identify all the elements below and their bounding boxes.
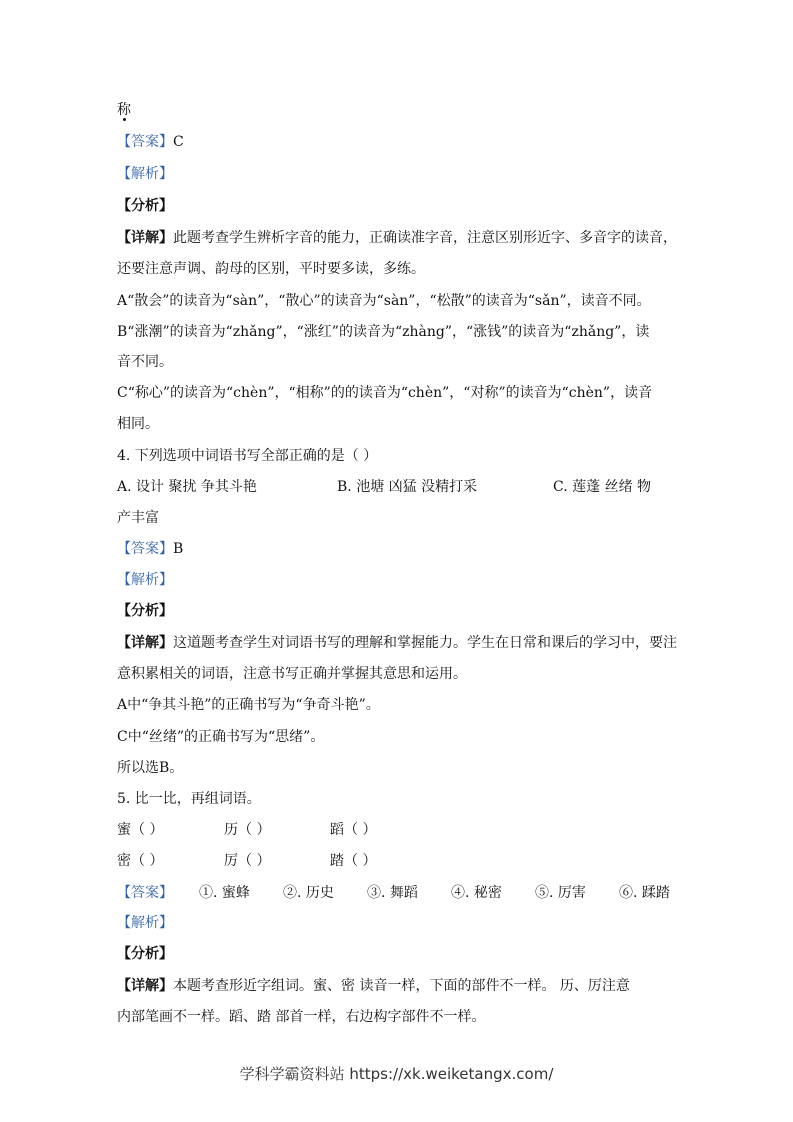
q5-row-2 xyxy=(117,851,437,871)
detail-text: 这道题考查学生对词语书写的理解和掌握能力。学生在日常和课后的学习中，要注 xyxy=(173,635,677,651)
q5-answer-item: ①. 蜜蜂 xyxy=(199,885,250,901)
q4-conclusion: 所以选B。 xyxy=(117,760,184,776)
q5-question: 5. 比一比，再组词语。 xyxy=(117,791,261,807)
q3-detail-line-2: 还要注意声调、韵母的区别，平时要多读，多练。 xyxy=(117,261,425,277)
q5-answer-line xyxy=(117,883,677,903)
answer-value: B xyxy=(173,541,184,557)
q5-detail-line-2: 内部笔画不一样。蹈、踏 部首一样，右边构字部件不一样。 xyxy=(117,1009,486,1025)
q5-answer-item: ⑤. 厉害 xyxy=(535,885,586,901)
q4-option-c: C. 莲蓬 丝绪 物 xyxy=(553,479,652,495)
detail-tag: 【详解】 xyxy=(117,635,173,651)
fenxi-tag: 【分析】 xyxy=(117,198,173,214)
q5-detail-line-1 xyxy=(117,976,630,996)
q5-blank: 蹈（ ） xyxy=(330,822,377,838)
answer-tag: 【答案】 xyxy=(117,541,173,557)
q3-option-b-analysis-1: B“涨潮”的读音为“zhǎng”，“涨红”的读音为“zhàng”，“涨钱”的读音为“zhǎng”，读 xyxy=(117,324,650,340)
q5-answer-item: ②. 历史 xyxy=(283,885,334,901)
detail-tag: 【详解】 xyxy=(117,230,173,246)
q3-option-c-analysis-1: C“称心”的读音为“chèn”，“相称”的的读音为“chèn”，“对称”的读音为“chèn”，读音 xyxy=(117,385,653,401)
q5-answer-item: ⑥. 蹂踏 xyxy=(619,885,670,901)
detail-tag: 【详解】 xyxy=(117,978,173,994)
jiexi-tag: 【解析】 xyxy=(117,572,173,588)
q5-blank: 厉（ ） xyxy=(224,853,271,869)
q3-option-c-analysis-2: 相同。 xyxy=(117,416,159,432)
q5-row-1 xyxy=(117,820,437,840)
q4-correction-c: C中“丝绪”的正确书写为“思绪”。 xyxy=(117,729,325,745)
fenxi-tag: 【分析】 xyxy=(117,603,173,619)
q4-option-c-cont: 产丰富 xyxy=(117,510,159,526)
q3-answer-line xyxy=(117,132,184,152)
answer-tag: 【答案】 xyxy=(117,134,173,150)
q4-correction-a: A中“争其斗艳”的正确书写为“争奇斗艳”。 xyxy=(117,697,380,713)
detail-text: 此题考查学生辨析字音的能力，正确读准字音，注意区别形近字、多音字的读音， xyxy=(173,230,677,246)
q3-option-a-analysis: A“散会”的读音为“sàn”，“散心”的读音为“sàn”，“松散”的读音为“sǎn”，读音不同。 xyxy=(117,293,651,309)
q4-detail-line-1 xyxy=(117,633,677,653)
q4-answer-line xyxy=(117,539,183,559)
q5-blank: 历（ ） xyxy=(224,822,271,838)
carryover-char: 称 xyxy=(117,102,131,118)
q4-option-a: A. 设计 聚扰 争其斗艳 xyxy=(117,479,257,495)
answer-value: C xyxy=(173,134,184,150)
q5-answer-item: ④. 秘密 xyxy=(451,885,502,901)
q5-blank: 踏（ ） xyxy=(330,853,377,869)
q5-answer-item: ③. 舞蹈 xyxy=(367,885,418,901)
q4-options xyxy=(117,477,687,497)
q3-option-b-analysis-2: 音不同。 xyxy=(117,354,173,370)
fenxi-tag: 【分析】 xyxy=(117,946,173,962)
q5-blank: 密（ ） xyxy=(117,853,164,869)
jiexi-tag: 【解析】 xyxy=(117,915,173,931)
q4-option-b: B. 池塘 凶猛 没精打采 xyxy=(337,479,478,495)
q5-blank: 蜜（ ） xyxy=(117,822,164,838)
jiexi-tag: 【解析】 xyxy=(117,166,173,182)
answer-tag: 【答案】 xyxy=(117,885,173,901)
q4-question: 4. 下列选项中词语书写全部正确的是（ ） xyxy=(117,448,378,464)
q3-detail-line-1 xyxy=(117,228,677,248)
q4-detail-line-2: 意积累相关的词语，注意书写正确并掌握其意思和运用。 xyxy=(117,666,467,682)
detail-text: 本题考查形近字组词。蜜、密 读音一样，下面的部件不一样。 历、厉注意 xyxy=(173,978,630,994)
page-footer: 学科学霸资料站 https://xk.weiketangx.com/ xyxy=(239,1065,554,1083)
